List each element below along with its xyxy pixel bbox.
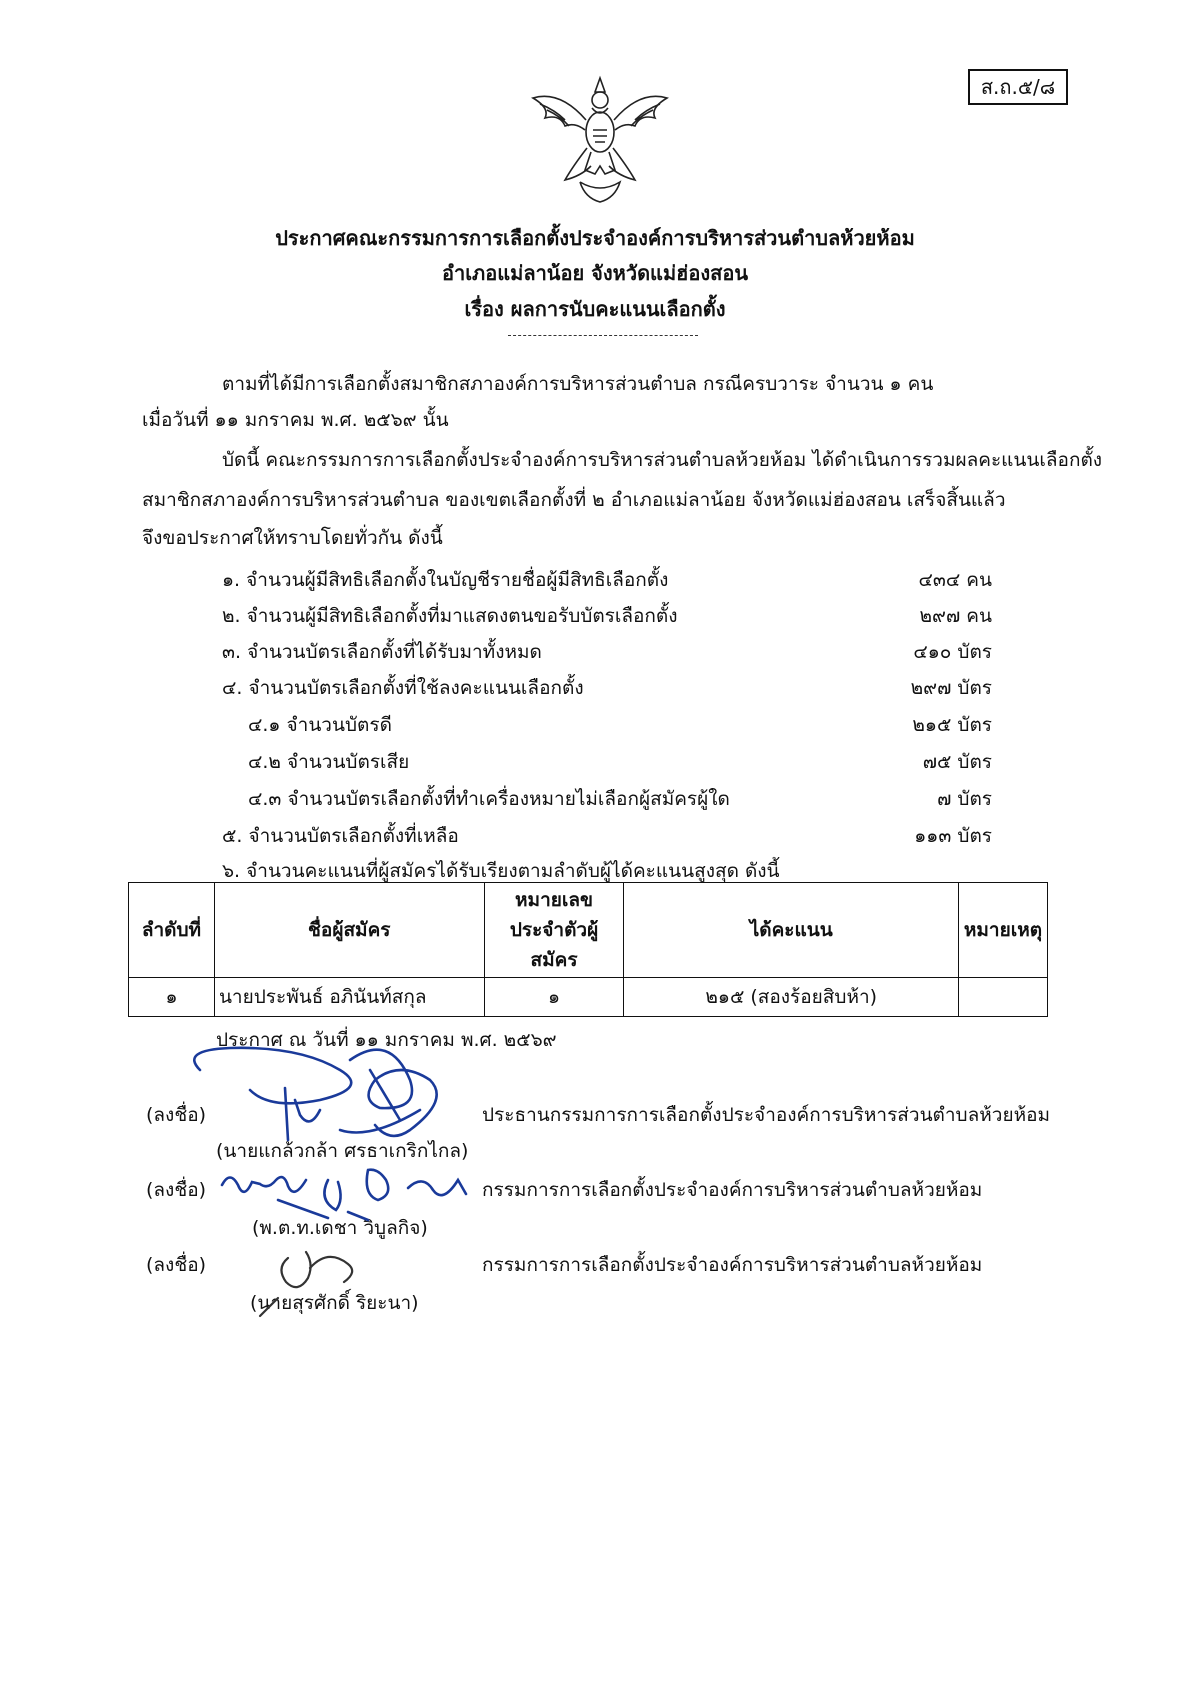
item-ballots-used-label: ๔. จำนวนบัตรเลือกตั้งที่ใช้ลงคะแนนเลือกตั้ง	[222, 677, 584, 699]
results-table	[128, 882, 1048, 1017]
item-remaining-ballots-label: ๕. จำนวนบัตรเลือกตั้งที่เหลือ	[222, 825, 459, 847]
item-candidate-scores-label: ๖. จำนวนคะแนนที่ผู้สมัครได้รับเรียงตามลำดับผู้ได้คะแนนสูงสุด ดังนี้	[222, 860, 780, 882]
col-header-candidate-number-line2: ประจำตัวผู้สมัคร	[509, 919, 599, 971]
item-invalid-ballots-label: ๔.๒ จำนวนบัตรเสีย	[248, 751, 410, 773]
signature-3-handwriting	[248, 1238, 388, 1318]
col-header-score: ได้คะแนน	[624, 883, 959, 978]
signature-3-label: (ลงชื่อ)	[146, 1254, 207, 1276]
col-header-candidate-number-line1: หมายเลข	[515, 889, 594, 911]
table-header-row	[129, 883, 1048, 978]
intro-paragraph-2-line-1: บัดนี้ คณะกรรมการการเลือกตั้งประจำองค์การบริหารส่วนตำบลห้วยห้อม ได้ดำเนินการรวมผลคะแนนเลือกตั้ง	[222, 449, 1103, 471]
announcement-location: อำเภอแม่ลาน้อย จังหวัดแม่ฮ่องสอน	[441, 261, 749, 285]
col-header-note: หมายเหตุ	[958, 883, 1047, 978]
item-eligible-voters-label: ๑. จำนวนผู้มีสิทธิเลือกตั้งในบัญชีรายชื่อผู้มีสิทธิเลือกตั้ง	[222, 569, 669, 591]
cell-note	[958, 978, 1047, 1017]
signature-1-role: ประธานกรรมการการเลือกตั้งประจำองค์การบริหารส่วนตำบลห้วยห้อม	[482, 1104, 1051, 1126]
cell-order: ๑	[129, 978, 215, 1017]
announcement-title: ประกาศคณะกรรมการการเลือกตั้งประจำองค์การบริหารส่วนตำบลห้วยห้อม	[275, 226, 915, 250]
item-no-vote-ballots-label: ๔.๓ จำนวนบัตรเลือกตั้งที่ทำเครื่องหมายไม่เลือกผู้สมัครผู้ใด	[248, 788, 730, 810]
item-ballots-received-label: ๓. จำนวนบัตรเลือกตั้งที่ได้รับมาทั้งหมด	[222, 641, 542, 663]
item-voters-turnout-value: ๒๙๗ คน	[919, 605, 992, 627]
form-code-badge: ส.ถ.๕/๘	[968, 69, 1068, 105]
title-divider	[508, 335, 698, 336]
cell-candidate-name: นายประพันธ์ อภินันท์สกุล	[214, 978, 484, 1017]
item-valid-ballots-label: ๔.๑ จำนวนบัตรดี	[248, 714, 392, 736]
col-header-order: ลำดับที่	[129, 883, 215, 978]
cell-score: ๒๑๕ (สองร้อยสิบห้า)	[624, 978, 959, 1017]
signature-1-handwriting	[170, 1040, 480, 1150]
item-valid-ballots-value: ๒๑๕ บัตร	[912, 714, 992, 736]
intro-paragraph-2-line-2: สมาชิกสภาองค์การบริหารส่วนตำบล ของเขตเลือกตั้งที่ ๒ อำเภอแม่ลาน้อย จังหวัดแม่ฮ่องสอน เสร็จสิ้นแล้ว	[142, 489, 1006, 511]
signature-1-name: (นายแกล้วกล้า ศรธาเกริกไกล)	[216, 1140, 469, 1162]
item-remaining-ballots-value: ๑๑๓ บัตร	[914, 825, 992, 847]
table-row	[129, 978, 1048, 1017]
col-header-candidate-name: ชื่อผู้สมัคร	[214, 883, 484, 978]
garuda-emblem-icon	[525, 70, 675, 206]
signature-2-handwriting	[218, 1160, 478, 1230]
item-eligible-voters-value: ๔๓๔ คน	[918, 569, 992, 591]
signature-2-label: (ลงชื่อ)	[146, 1179, 207, 1201]
col-header-candidate-number	[484, 883, 624, 978]
item-invalid-ballots-value: ๗๕ บัตร	[922, 751, 992, 773]
cell-candidate-number: ๑	[484, 978, 624, 1017]
item-no-vote-ballots-value: ๗ บัตร	[937, 788, 992, 810]
intro-paragraph-1-line-1: ตามที่ได้มีการเลือกตั้งสมาชิกสภาองค์การบริหารส่วนตำบล กรณีครบวาระ จำนวน ๑ คน	[222, 373, 934, 395]
announcement-subject: เรื่อง ผลการนับคะแนนเลือกตั้ง	[464, 297, 726, 321]
signature-2-role: กรรมการการเลือกตั้งประจำองค์การบริหารส่วนตำบลห้วยห้อม	[482, 1179, 983, 1201]
announcement-date: ประกาศ ณ วันที่ ๑๑ มกราคม พ.ศ. ๒๕๖๙	[216, 1029, 557, 1051]
signature-1-label: (ลงชื่อ)	[146, 1104, 207, 1126]
signature-2-name: (พ.ต.ท.เดชา วิบูลกิจ)	[252, 1217, 428, 1239]
signature-3-name: (นายสุรศักดิ์ ริยะนา)	[250, 1292, 419, 1314]
item-ballots-received-value: ๔๑๐ บัตร	[913, 641, 992, 663]
signature-3-role: กรรมการการเลือกตั้งประจำองค์การบริหารส่วนตำบลห้วยห้อม	[482, 1254, 983, 1276]
intro-paragraph-2-line-3: จึงขอประกาศให้ทราบโดยทั่วกัน ดังนี้	[142, 527, 443, 549]
item-ballots-used-value: ๒๙๗ บัตร	[910, 677, 992, 699]
item-voters-turnout-label: ๒. จำนวนผู้มีสิทธิเลือกตั้งที่มาแสดงตนขอรับบัตรเลือกตั้ง	[222, 605, 678, 627]
intro-paragraph-1-line-2: เมื่อวันที่ ๑๑ มกราคม พ.ศ. ๒๕๖๙ นั้น	[142, 409, 449, 431]
